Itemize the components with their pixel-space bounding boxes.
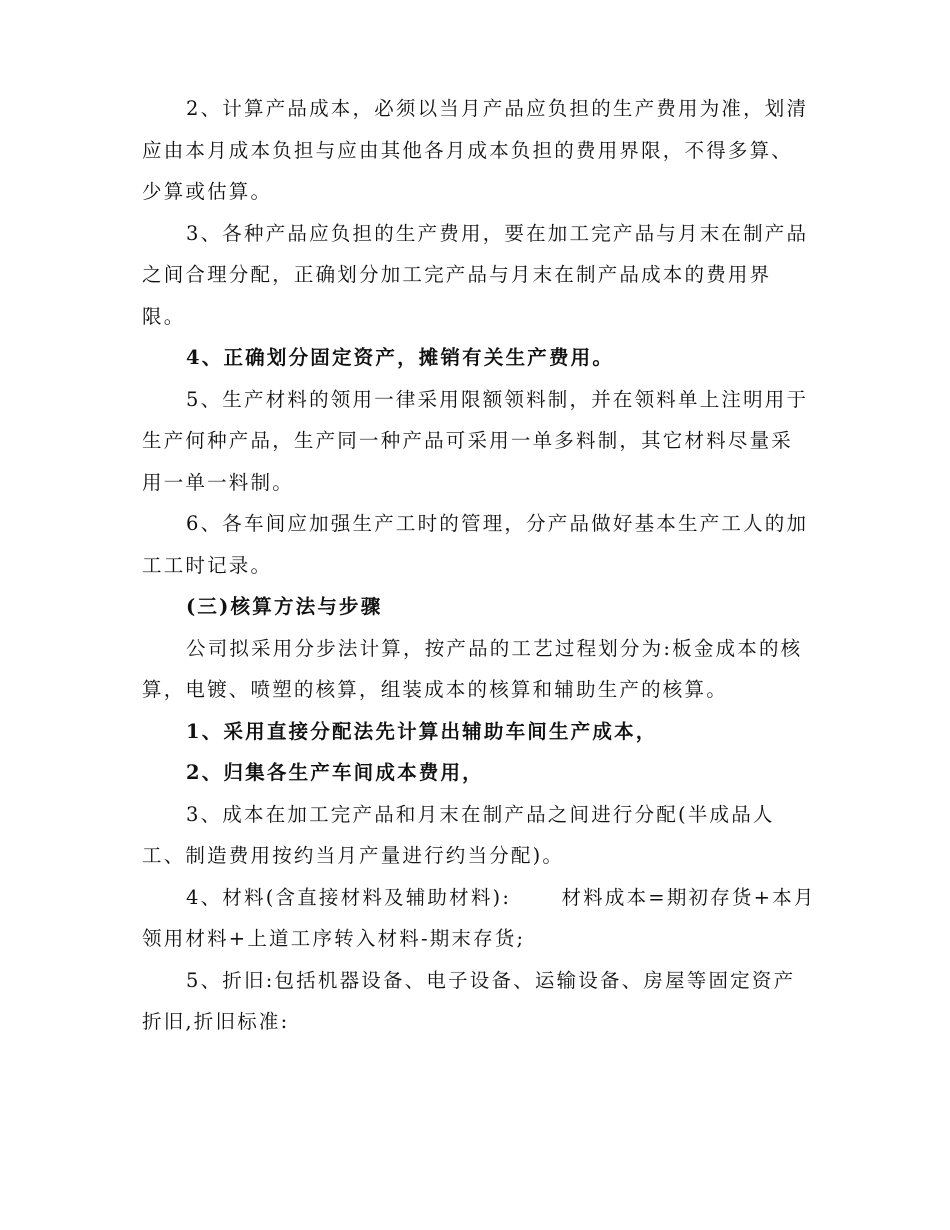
- step-materials: [142, 877, 822, 960]
- paragraph-cost-allocation: [142, 213, 822, 338]
- text-line: 算，电镀、喷塑的核算，组装成本的核算和辅助生产的核算。: [142, 678, 728, 701]
- step-direct-allocation: [142, 711, 822, 753]
- text-line: 1、采用直接分配法先计算出辅助车间生产成本，: [186, 719, 658, 743]
- heading-text: (三)核算方法与步骤: [186, 595, 383, 618]
- text-line: 6、各车间应加强生产工时的管理，分产品做好基本生产工人的加: [186, 512, 809, 535]
- step-collect-costs: [142, 752, 822, 794]
- document-body: [142, 88, 822, 1043]
- text-line: 少算或估算。: [142, 180, 273, 203]
- text-line: 领用材料+上道工序转入材料-期末存货;: [142, 927, 526, 950]
- text-line: 工工时记录。: [142, 553, 273, 577]
- step-depreciation: [142, 960, 822, 1043]
- text-line: 生产何种产品，生产同一种产品可采用一单多料制，其它材料尽量采: [142, 429, 794, 452]
- paragraph-work-hours: [142, 503, 822, 586]
- text-line: 应由本月成本负担与应由其他各月成本负担的费用界限，不得多算、: [142, 138, 794, 162]
- text-line: 3、成本在加工完产品和月末在制产品之间进行分配(半成品人: [186, 802, 775, 826]
- text-line: 4、正确划分固定资产，摊销有关生产费用。: [186, 346, 615, 369]
- paragraph-cost-by-month: [142, 88, 822, 213]
- text-line: 3、各种产品应负担的生产费用，要在加工完产品与月末在制产品: [186, 221, 809, 245]
- text-line: 公司拟采用分步法计算，按产品的工艺过程划分为:板金成本的核: [186, 636, 803, 660]
- text-line: 4、材料(含直接材料及辅助材料): 材料成本=期初存货+本月: [186, 885, 816, 909]
- text-line: 用一单一料制。: [142, 470, 294, 494]
- section-heading: [142, 586, 822, 628]
- text-line: 2、计算产品成本，必须以当月产品应负担的生产费用为准，划清: [186, 97, 809, 120]
- text-line: 之间合理分配，正确划分加工完产品与月末在制产品成本的费用界: [142, 263, 772, 286]
- paragraph-method-intro: [142, 628, 822, 711]
- text-line: 5、折旧:包括机器设备、电子设备、运输设备、房屋等固定资产: [186, 968, 796, 992]
- paragraph-material-requisition: [142, 379, 822, 504]
- text-line: 工、制造费用按约当月产量进行约当分配)。: [142, 844, 565, 867]
- text-line: 折旧,折旧标准:: [142, 1010, 290, 1033]
- step-cost-distribution: [142, 794, 822, 877]
- text-line: 2、归集各生产车间成本费用，: [186, 761, 484, 784]
- paragraph-fixed-assets: [142, 337, 822, 379]
- text-line: 限。: [142, 304, 186, 328]
- text-line: 5、生产材料的领用一律采用限额领料制，并在领料单上注明用于: [186, 387, 809, 411]
